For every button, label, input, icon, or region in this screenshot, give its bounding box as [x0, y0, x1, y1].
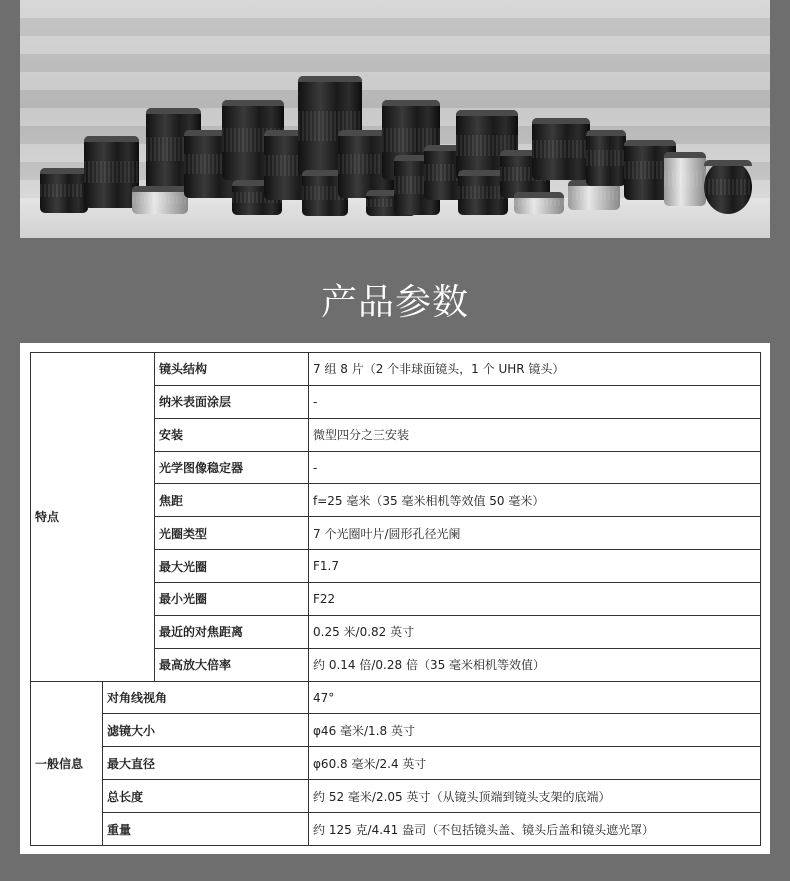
table-row: [31, 780, 761, 813]
spec-value: f=25 毫米（35 毫米相机等效值 50 毫米）: [309, 484, 761, 517]
spec-value: 7 个光圈叶片/圆形孔径光阑: [309, 517, 761, 550]
page-title: 产品参数: [320, 282, 469, 323]
spec-label: 重量: [103, 813, 309, 846]
table-row: [31, 353, 761, 386]
spec-value: 约 125 克/4.41 盎司（不包括镜头盖、镜头后盖和镜头遮光罩）: [309, 813, 761, 846]
spec-label: 安装: [155, 418, 309, 451]
spec-value: 约 0.14 倍/0.28 倍（35 毫米相机等效值）: [309, 648, 761, 681]
table-row: [31, 714, 761, 747]
table-row: [31, 813, 761, 846]
spec-value: -: [309, 451, 761, 484]
lens-image: [586, 130, 626, 186]
group-label-general: 一般信息: [31, 681, 103, 845]
spec-label: 最大直径: [103, 747, 309, 780]
spec-value: φ46 毫米/1.8 英寸: [309, 714, 761, 747]
spec-label: 最大光圈: [155, 550, 309, 583]
group-label-features: 特点: [31, 353, 155, 682]
lens-image: [514, 192, 564, 214]
table-row: [31, 681, 761, 714]
spec-label: 焦距: [155, 484, 309, 517]
spec-label: 对角线视角: [103, 681, 309, 714]
spec-value: 微型四分之三安装: [309, 418, 761, 451]
lens-lineup-banner: [20, 0, 770, 238]
lens-image: [532, 118, 590, 180]
spec-label: 滤镜大小: [103, 714, 309, 747]
spec-value: F1.7: [309, 550, 761, 583]
spec-value: F22: [309, 583, 761, 616]
spec-label: 纳米表面涂层: [155, 385, 309, 418]
spec-label: 最小光圈: [155, 583, 309, 616]
spec-label: 最近的对焦距离: [155, 615, 309, 648]
lens-image: [84, 136, 139, 208]
lens-image: [704, 160, 752, 214]
table-row: [31, 747, 761, 780]
spec-value: 7 组 8 片（2 个非球面镜头，1 个 UHR 镜头）: [309, 353, 761, 386]
spec-label: 光圈类型: [155, 517, 309, 550]
lens-image: [664, 152, 706, 206]
spec-label: 最高放大倍率: [155, 648, 309, 681]
spec-value: 0.25 米/0.82 英寸: [309, 615, 761, 648]
spec-label: 光学图像稳定器: [155, 451, 309, 484]
spec-value: -: [309, 385, 761, 418]
spec-value: 约 52 毫米/2.05 英寸（从镜头顶端到镜头支架的底端）: [309, 780, 761, 813]
spec-value: φ60.8 毫米/2.4 英寸: [309, 747, 761, 780]
spec-value: 47°: [309, 681, 761, 714]
spec-label: 镜头结构: [155, 353, 309, 386]
spec-table: [30, 352, 761, 846]
spec-label: 总长度: [103, 780, 309, 813]
lens-image: [40, 168, 88, 213]
spec-panel: [20, 343, 770, 854]
lens-image: [132, 186, 188, 214]
